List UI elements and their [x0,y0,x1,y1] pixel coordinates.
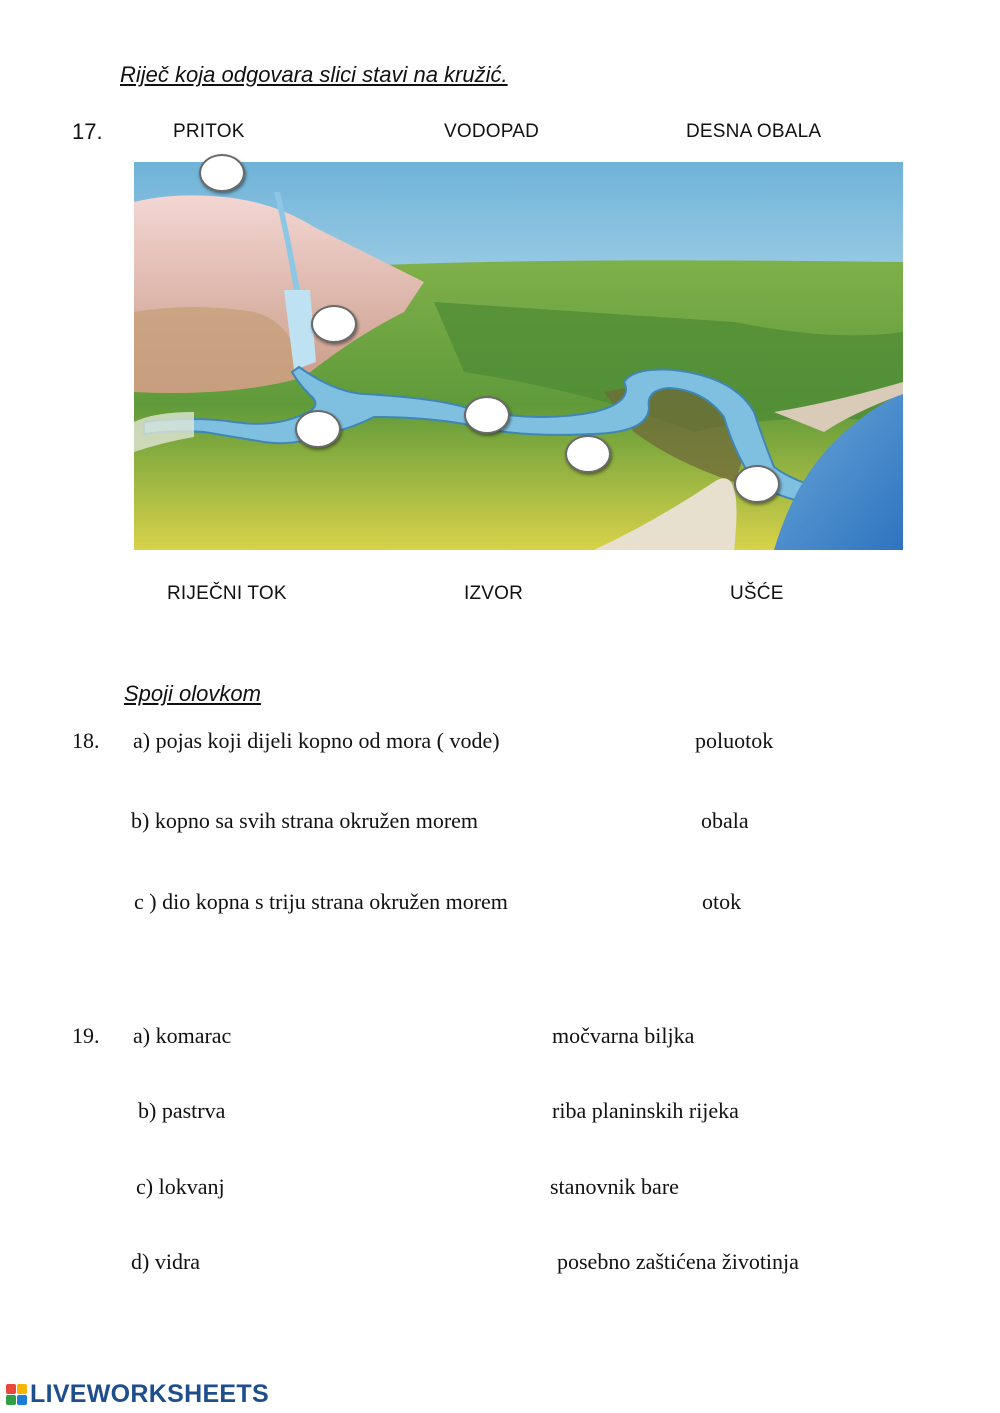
drop-target-5[interactable] [565,435,611,473]
task19-right-3[interactable]: stanovnik bare [550,1174,679,1199]
task18-right-otok[interactable]: otok [702,889,742,914]
logo-square-icon [17,1395,27,1405]
word-usce[interactable]: UŠĆE [730,583,784,604]
task18-left-b[interactable]: b) kopno sa svih strana okružen morem [131,808,479,833]
task18-instruction: Spoji olovkom [124,681,261,706]
task19-left-c[interactable]: c) lokvanj [136,1174,225,1199]
logo-grid-icon [6,1384,27,1405]
task19-left-a[interactable]: a) komarac [133,1023,232,1048]
task19-left-d[interactable]: d) vidra [131,1249,201,1274]
liveworksheets-logo [6,1380,269,1409]
task19-right-4[interactable]: posebno zaštićena životinja [557,1249,799,1274]
logo-text: LIVEWORKSHEETS [30,1380,269,1408]
task17-number: 17. [72,119,103,144]
logo-square-icon [6,1395,16,1405]
logo-square-icon [17,1384,27,1394]
word-vodopad[interactable]: VODOPAD [444,121,540,142]
word-pritok[interactable]: PRITOK [173,121,245,142]
river-landscape-image [134,162,903,550]
task19-right-1[interactable]: močvarna biljka [552,1023,695,1048]
drop-target-3[interactable] [295,410,341,448]
drop-target-6[interactable] [734,465,780,503]
word-izvor[interactable]: IZVOR [464,583,524,604]
task18-left-a[interactable]: a) pojas koji dijeli kopno od mora ( vode) [133,728,500,753]
task19-left-b[interactable]: b) pastrva [138,1098,226,1123]
drop-target-1[interactable] [199,154,245,192]
task18-left-c[interactable]: c ) dio kopna s triju strana okružen morem [134,889,508,914]
task18-right-obala[interactable]: obala [701,808,749,833]
word-rijecni-tok[interactable]: RIJEČNI TOK [167,583,287,604]
task19-number: 19. [72,1023,100,1048]
task19-right-2[interactable]: riba planinskih rijeka [552,1098,739,1123]
drop-target-4[interactable] [464,396,510,434]
logo-square-icon [6,1384,16,1394]
drop-target-2[interactable] [311,305,357,343]
task17-instruction: Riječ koja odgovara slici stavi na kružić. [120,62,508,87]
word-desna-obala[interactable]: DESNA OBALA [686,121,822,142]
task18-number: 18. [72,728,100,753]
task18-right-poluotok[interactable]: poluotok [695,728,774,753]
